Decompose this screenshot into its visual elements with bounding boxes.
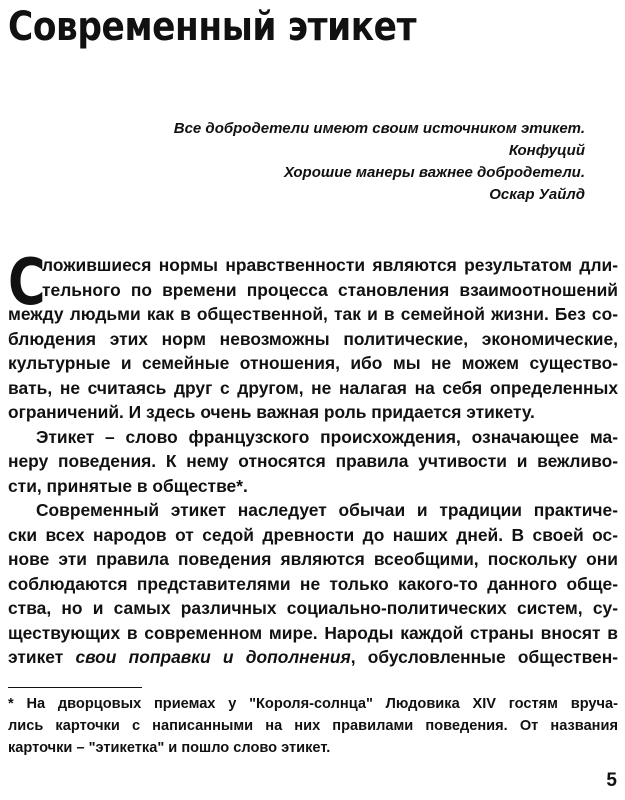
text-line: Этикет – слово французского происхождения, означающее ма-	[36, 426, 618, 447]
page-number: 5	[606, 770, 617, 791]
text-segment: , обусловленные обществен-	[350, 647, 618, 667]
epigraph-text-1: Все добродетели имеют своим источником этикет.	[173, 120, 585, 137]
text-line: соблюдаются представителями не только какого-то данного обще-	[8, 573, 618, 594]
epigraph-author-1: Конфуций	[508, 142, 585, 159]
text-line: культурные и семейные отношения, ибо мы не можем существо-	[8, 353, 618, 373]
text-line: ществующих в современном мире. Народы каждой страны вносят в	[8, 622, 618, 643]
text-line: ложившиеся нормы нравственности являются результатом дли-	[42, 255, 618, 275]
epigraphs	[174, 118, 585, 206]
epigraph-author-2: Оскар Уайлд	[489, 186, 585, 203]
text-line: сти, принятые в обществе*.	[8, 475, 248, 496]
italic-phrase: свои поправки и дополнения	[75, 647, 351, 667]
text-line: ски всех народов от седой древности до наших дней. В своей ос-	[8, 524, 618, 545]
epigraph-text-2: Хорошие манеры важнее добродетели.	[283, 164, 585, 181]
text-line: вать, не считаясь друг с другом, не налагая на себя определенных	[8, 377, 618, 398]
text-line: блюдения этих норм невозможны политические, экономические,	[8, 328, 618, 349]
footnote	[8, 693, 618, 759]
text-line: Современный этикет наследует обычаи и традиции практиче-	[36, 500, 618, 520]
text-segment: этикет	[8, 647, 76, 667]
footnote-line: * На дворцовых приемах у "Короля-солнца" Людовика XIV гостям вруча-	[8, 696, 618, 712]
text-line: ограничений. И здесь очень важная роль придается этикету.	[8, 402, 535, 422]
text-line: ства, но и самых различных социально-политических систем, су-	[8, 598, 618, 618]
text-line: нове эти правила поведения являются всеобщими, поскольку они	[8, 549, 618, 569]
main-text	[8, 246, 618, 670]
drop-cap: С	[8, 246, 46, 320]
footnote-line: карточки – "этикетка" и пошло слово этикет.	[8, 740, 331, 756]
footnote-line: лись карточки с написанными на них правилами поведения. От названия	[8, 718, 618, 734]
footnote-divider	[8, 687, 142, 688]
text-line: между людьми как в общественной, так и в семейной жизни. Без со-	[8, 304, 618, 324]
text-line: неру поведения. К нему относятся правила учтивости и вежливо-	[8, 451, 618, 471]
page-title: Современный этикет	[8, 4, 417, 50]
text-line: тельного по времени процесса становления взаимоотношений	[42, 279, 618, 300]
text-line-mixed	[8, 645, 618, 670]
